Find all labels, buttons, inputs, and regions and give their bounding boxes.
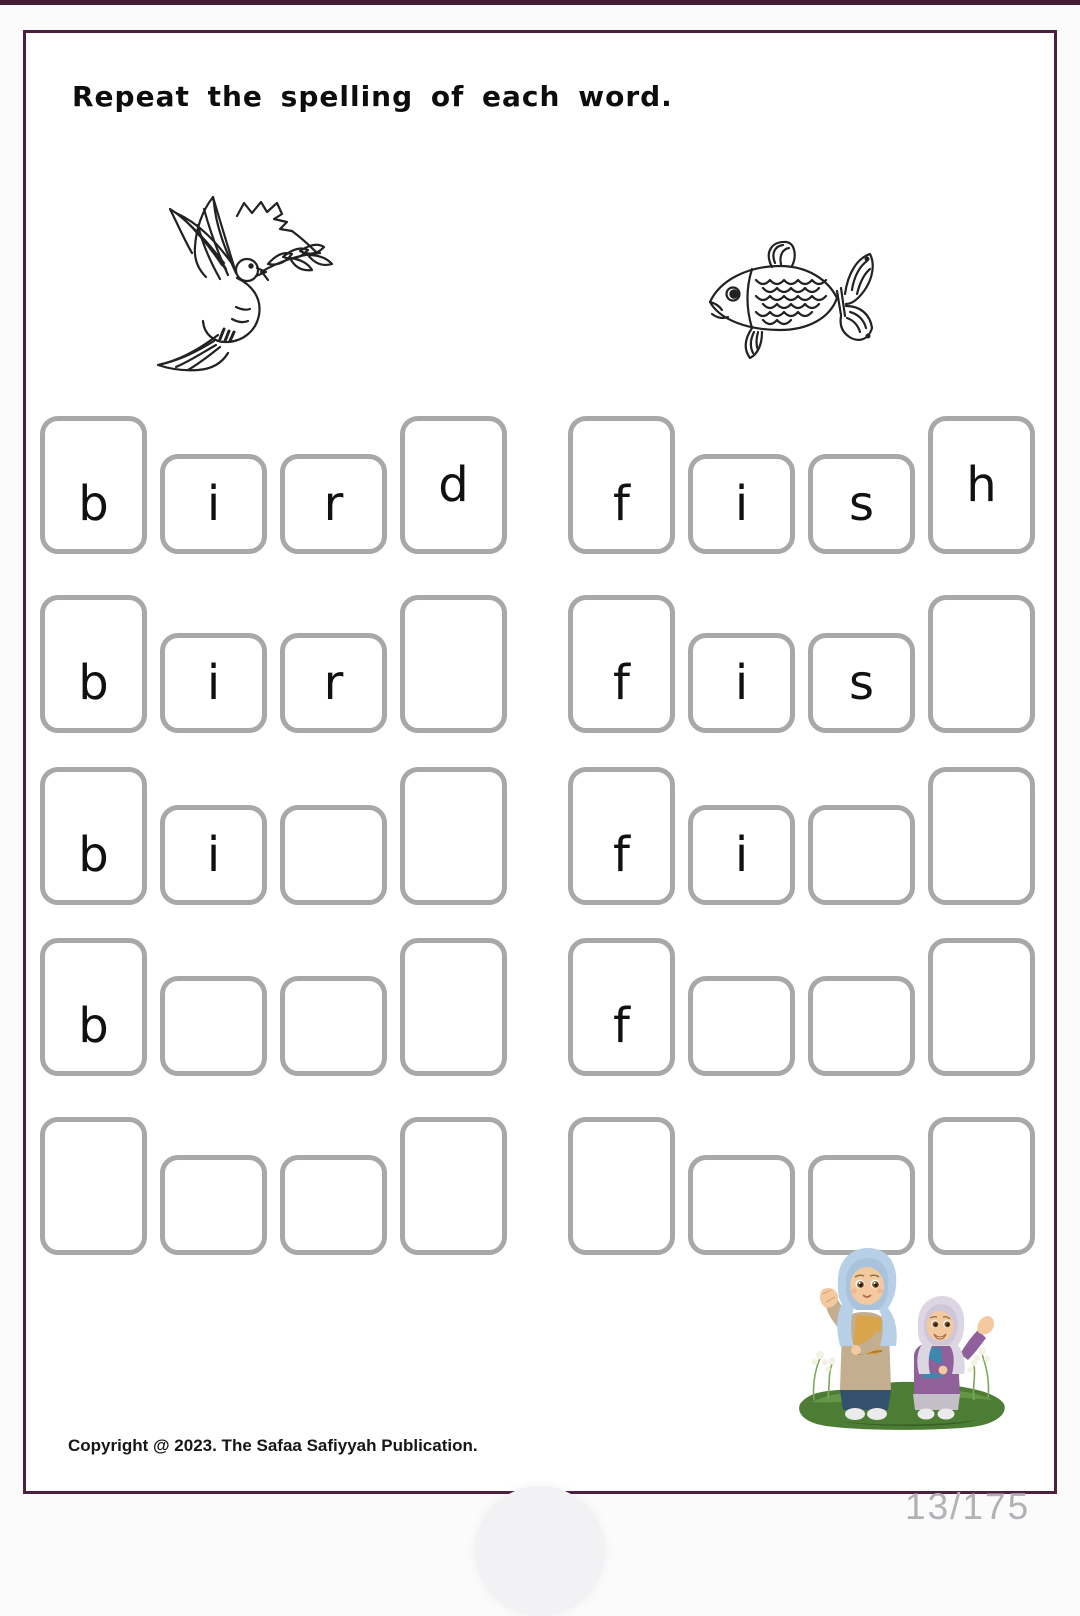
letter-tile [160,1155,267,1255]
tile-letter: b [78,476,109,532]
letter-tile [688,1155,795,1255]
tile-letter: b [78,998,109,1054]
tile-letter: i [206,827,221,883]
tile-row-fish-5 [568,1115,1035,1255]
tile-row-fish-2 [568,593,1035,733]
tile-row-bird-5 [40,1115,507,1255]
letter-tile [928,595,1035,733]
letter-tile [808,454,915,554]
tile-letter: s [848,655,874,711]
letter-tile [40,767,147,905]
letter-tile [40,1117,147,1255]
tile-row-fish-3 [568,765,1035,905]
fish-illustration [700,236,877,366]
tile-letter: i [734,827,749,883]
tile-row-bird-4 [40,936,507,1076]
letter-tile [280,976,387,1076]
worksheet-page [23,30,1057,1494]
letter-tile [400,938,507,1076]
tile-letter: r [323,476,344,532]
letter-tile [928,767,1035,905]
letter-tile [40,416,147,554]
adjacent-page-edge [0,0,1080,5]
tile-letter: f [613,655,630,711]
letter-tile [568,938,675,1076]
letter-tile [160,805,267,905]
tile-row-fish-1 [568,414,1035,554]
letter-tile [400,1117,507,1255]
letter-tile [280,805,387,905]
tile-letter: d [438,457,469,513]
tile-letter: i [734,476,749,532]
tile-letter: i [206,655,221,711]
letter-tile [160,976,267,1076]
tile-letter: b [78,827,109,883]
letter-tile [568,595,675,733]
letter-tile [688,633,795,733]
copyright-text: Copyright @ 2023. The Safaa Safiyyah Publication. [68,1436,478,1455]
letter-tile [928,416,1035,554]
letter-tile [568,416,675,554]
children-illustration [792,1242,1012,1432]
tile-letter: i [206,476,221,532]
tile-letter: i [734,655,749,711]
letter-tile [160,633,267,733]
tile-letter: f [613,827,630,883]
letter-tile [928,938,1035,1076]
letter-tile [40,595,147,733]
tile-letter: f [613,476,630,532]
tile-row-bird-2 [40,593,507,733]
letter-tile [688,454,795,554]
tile-row-fish-4 [568,936,1035,1076]
letter-tile [280,1155,387,1255]
letter-tile [568,1117,675,1255]
tile-letter: f [613,998,630,1054]
page-title: Repeat the spelling of each word. [72,80,673,113]
letter-tile [808,805,915,905]
letter-tile [400,595,507,733]
letter-tile [400,767,507,905]
letter-tile [688,976,795,1076]
letter-tile [40,938,147,1076]
tile-letter: s [848,476,874,532]
letter-tile [688,805,795,905]
letter-tile [928,1117,1035,1255]
letter-tile [400,416,507,554]
letter-tile [280,454,387,554]
letter-tile [280,633,387,733]
letter-tile [808,633,915,733]
tile-letter: b [78,655,109,711]
bird-illustration [140,195,345,372]
tile-letter: r [323,655,344,711]
home-indicator[interactable] [475,1486,605,1616]
letter-tile [808,976,915,1076]
tile-row-bird-1 [40,414,507,554]
tile-letter: h [966,457,997,513]
tile-row-bird-3 [40,765,507,905]
letter-tile [568,767,675,905]
page-number-indicator: 13/175 [905,1486,1031,1527]
letter-tile [160,454,267,554]
letter-tile [808,1155,915,1255]
